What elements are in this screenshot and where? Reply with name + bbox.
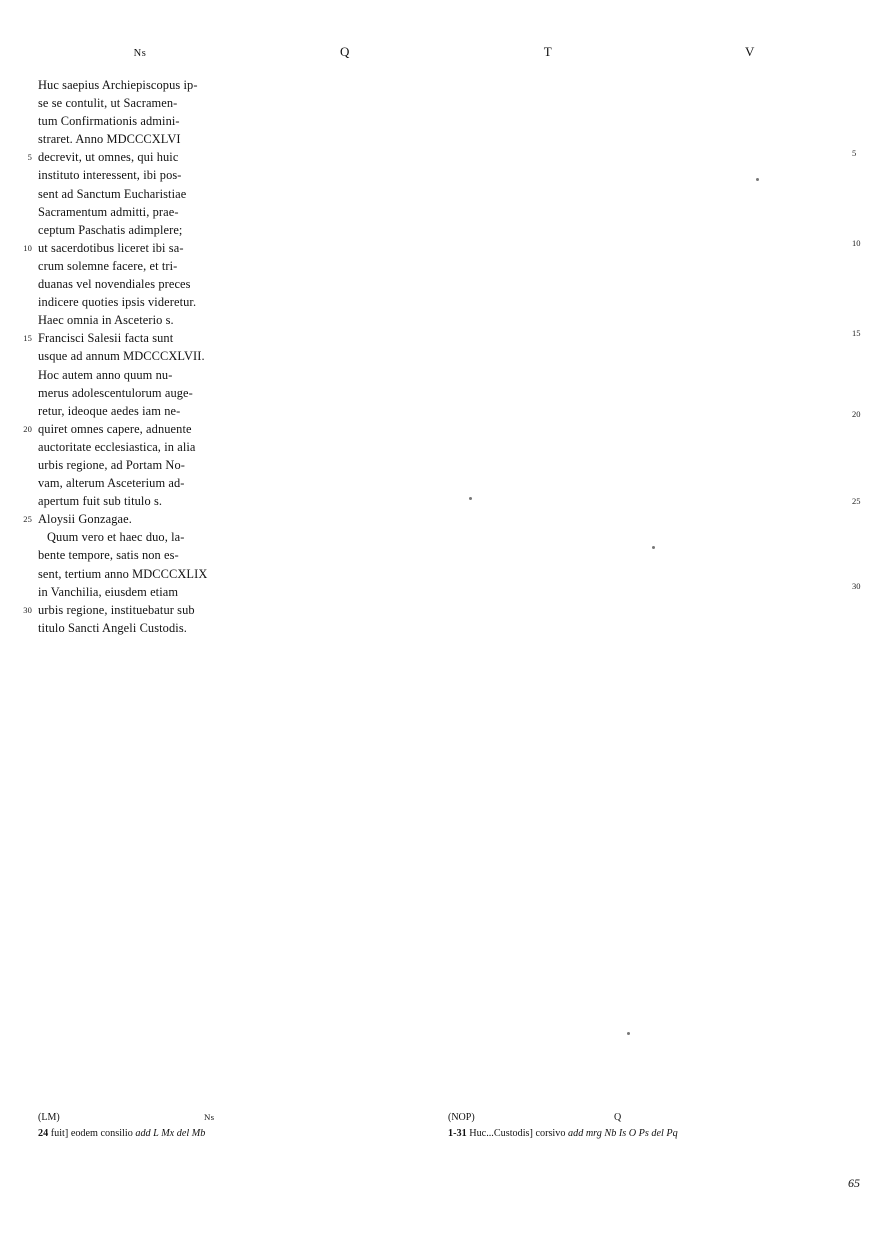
line-text: Quum vero et haec duo, la- <box>47 530 185 545</box>
text-line <box>38 528 234 546</box>
line-text: in Vanchilia, eiusdem etiam <box>38 584 179 599</box>
margin-line-number: 15 <box>852 328 861 338</box>
page-number: 65 <box>848 1176 860 1190</box>
line-number-left: 5 <box>27 152 32 163</box>
line-text: Haec omnia in Asceterio s. <box>38 313 174 328</box>
line-number-left: 20 <box>23 423 32 434</box>
line-text: Sacramentum admitti, prae- <box>38 204 179 219</box>
line-text: urbis regione, ad Portam No- <box>38 457 185 472</box>
apparatus-sigla-right <box>448 1112 858 1128</box>
apparatus-entry-lemma: fuit] eodem consilio <box>50 1128 133 1139</box>
text-line <box>38 112 234 130</box>
text-line <box>38 474 234 492</box>
column-header-t: T <box>543 44 553 59</box>
line-number-left: 10 <box>23 242 32 253</box>
line-text: Aloysii Gonzagae. <box>38 512 132 527</box>
scan-speck <box>469 497 472 500</box>
apparatus-entry <box>38 1128 448 1139</box>
text-line <box>38 203 234 221</box>
line-text: duanas vel novendiales preces <box>38 277 191 292</box>
text-line <box>38 347 234 365</box>
column-header-v: V <box>745 44 755 59</box>
line-text: auctoritate ecclesiastica, in alia <box>38 439 196 454</box>
line-text: titulo Sancti Angeli Custodis. <box>38 620 187 635</box>
text-line <box>38 492 234 510</box>
line-number-left: 30 <box>23 604 32 615</box>
apparatus-column-left <box>38 1112 448 1139</box>
text-line <box>38 185 234 203</box>
main-text-column <box>23 76 234 637</box>
apparatus-entry <box>448 1128 858 1139</box>
apparatus-entry-note: add L Mx del Mb <box>135 1128 206 1139</box>
text-line <box>38 546 234 564</box>
text-line <box>27 148 234 166</box>
sigla-q: Q <box>614 1112 622 1123</box>
text-line <box>38 94 234 112</box>
apparatus-entry-note: add mrg Nb Is O Ps del Pq <box>568 1128 678 1139</box>
text-line <box>23 510 234 528</box>
line-text: bente tempore, satis non es- <box>38 548 179 563</box>
line-text: sent ad Sanctum Eucharistiae <box>38 186 187 201</box>
text-line <box>38 257 234 275</box>
line-text: crum solemne facere, et tri- <box>38 258 178 273</box>
text-line <box>38 438 234 456</box>
sigla-group-lm: (LM) <box>38 1112 60 1123</box>
line-text: straret. Anno MDCCCXLVI <box>38 132 181 147</box>
text-line <box>38 293 234 311</box>
line-text: decrevit, ut omnes, qui huic <box>38 150 179 165</box>
text-line <box>38 166 234 184</box>
line-text: Hoc autem anno quum nu- <box>38 367 173 382</box>
margin-line-number: 25 <box>852 496 861 506</box>
margin-line-number: 5 <box>852 148 857 158</box>
text-line <box>23 601 234 619</box>
text-line <box>38 384 234 402</box>
text-line <box>23 420 234 438</box>
apparatus-column-right <box>448 1112 858 1139</box>
text-line <box>38 130 234 148</box>
line-text: merus adolescentulorum auge- <box>38 385 193 400</box>
apparatus-entry-line-number: 1-31 <box>448 1128 467 1139</box>
text-line <box>38 76 234 94</box>
column-header-ns <box>100 44 180 60</box>
margin-line-number: 30 <box>852 581 861 591</box>
scan-speck <box>652 546 655 549</box>
line-text: sent, tertium anno MDCCCXLIX <box>38 566 208 581</box>
line-text: indicere quoties ipsis videretur. <box>38 295 197 310</box>
sigla-group-nop: (NOP) <box>448 1112 475 1123</box>
text-line <box>38 275 234 293</box>
text-line <box>38 619 234 637</box>
line-text: Huc saepius Archiepiscopus ip- <box>38 78 198 92</box>
line-number-left: 25 <box>23 514 32 525</box>
apparatus-entry-line-number: 24 <box>38 1128 49 1139</box>
apparatus-entry-lemma: Huc...Custodis] corsivo <box>469 1128 566 1139</box>
text-line <box>38 456 234 474</box>
margin-line-number: 10 <box>852 238 861 248</box>
line-text: ut sacerdotibus liceret ibi sa- <box>38 240 184 255</box>
text-line <box>23 239 234 257</box>
scan-speck <box>756 178 759 181</box>
line-text: urbis regione, instituebatur sub <box>38 602 195 617</box>
sigla-ns: Ns <box>204 1112 215 1122</box>
line-text: usque ad annum MDCCCXLVII. <box>38 349 205 364</box>
apparatus-sigla-left <box>38 1112 448 1128</box>
line-text: quiret omnes capere, adnuente <box>38 421 192 436</box>
line-text: apertum fuit sub titulo s. <box>38 494 163 509</box>
text-line <box>38 366 234 384</box>
line-text: se se contulit, ut Sacramen- <box>38 96 178 111</box>
text-line <box>38 402 234 420</box>
scan-speck <box>627 1032 630 1035</box>
text-line <box>38 565 234 583</box>
text-line <box>38 311 234 329</box>
column-header-ns-label: Ns <box>133 48 147 59</box>
line-text: ceptum Paschatis adimplere; <box>38 222 183 237</box>
line-text: instituto interessent, ibi pos- <box>38 168 182 183</box>
column-header-q: Q <box>340 44 350 59</box>
line-text: Francisci Salesii facta sunt <box>38 331 174 346</box>
line-text: retur, ideoque aedes iam ne- <box>38 403 181 418</box>
line-text: tum Confirmationis admini- <box>38 114 180 129</box>
text-line <box>38 221 234 239</box>
text-line <box>23 329 234 347</box>
line-number-left: 15 <box>23 333 32 344</box>
column-headers <box>0 44 892 64</box>
margin-line-number: 20 <box>852 409 861 419</box>
line-text: vam, alterum Asceterium ad- <box>38 476 185 491</box>
text-line <box>38 583 234 601</box>
